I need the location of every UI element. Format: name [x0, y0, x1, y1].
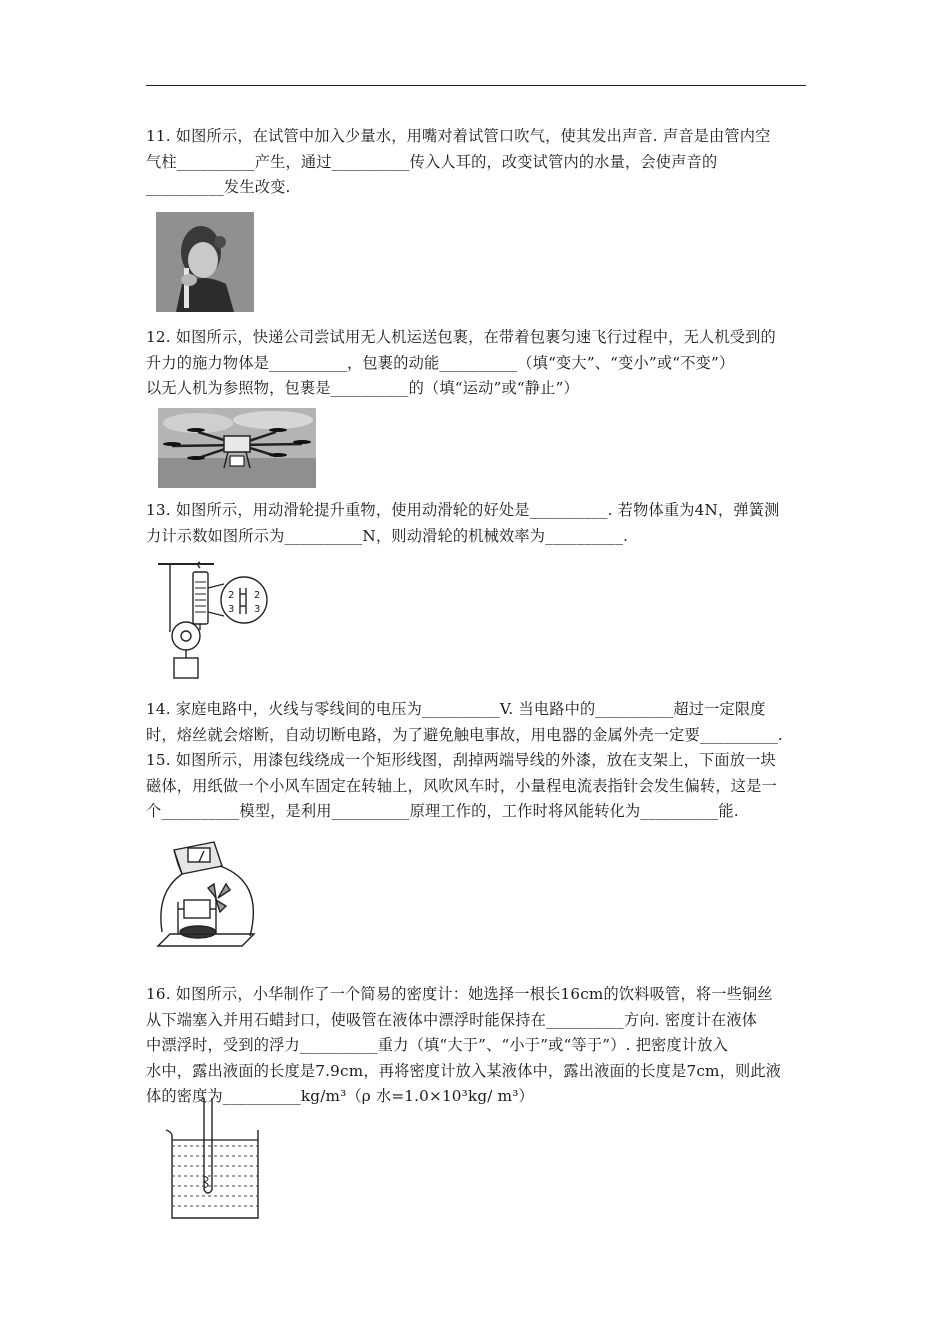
question-line: 12. 如图所示，快递公司尝试用无人机运送包裹，在带着包裹匀速飞行过程中，无人机受到的 — [146, 328, 776, 346]
question-line: 时，熔丝就会熔断，自动切断电路，为了避免触电事故，用电器的金属外壳一定要__________. — [146, 725, 783, 744]
scale-label: 3 — [254, 604, 261, 615]
scale-label: 3 — [228, 604, 235, 615]
question-line: 16. 如图所示，小华制作了一个简易的密度计：她选择一根长16cm的饮料吸管，将一些铜丝 — [146, 985, 773, 1003]
question-line: 磁体，用纸做一个小风车固定在转轴上，风吹风车时，小量程电流表指针会发生偏转，这是一 — [146, 776, 777, 795]
header-rule — [146, 85, 806, 86]
question-line: 以无人机为参照物，包裹是__________的（填“运动”或“静止”） — [146, 379, 579, 397]
question-16 — [146, 982, 810, 1110]
pulley-spring-scale-diagram — [156, 558, 276, 682]
question-13 — [146, 498, 810, 549]
question-line: 从下端塞入并用石蜡封口，使吸管在液体中漂浮时能保持在__________方向. 密度计在液体 — [146, 1010, 758, 1029]
drone-with-package-photo — [158, 408, 316, 488]
question-line: 个__________模型，是利用__________原理工作的，工作时将风能转化为__________能. — [146, 802, 739, 820]
question-line: 15. 如图所示，用漆包线绕成一个矩形线图，刮掉两端导线的外漆，放在支架上，下面放一块 — [146, 751, 776, 769]
scale-label: 2 — [254, 590, 261, 601]
question-line: 力计示数如图所示为__________N，则动滑轮的机械效率为__________. — [146, 526, 629, 545]
question-line: 水中，露出液面的长度是7.9cm，再将密度计放入某液体中，露出液面的长度是7cm，则此液 — [146, 1061, 782, 1080]
question-line: 13. 如图所示，用动滑轮提升重物，使用动滑轮的好处是__________. 若物体重为4N，弹簧测 — [146, 501, 780, 519]
question-11 — [146, 124, 810, 201]
question-line: __________发生改变. — [146, 178, 291, 196]
question-line: 升力的施力物体是__________，包裹的动能__________（填“变大”、“变小”或“不变”） — [146, 353, 735, 372]
question-14 — [146, 697, 810, 748]
question-line: 中漂浮时，受到的浮力__________重力（填“大于”、“小于”或“等于”）. 把密度计放入 — [146, 1036, 729, 1054]
question-line: 气柱__________产生，通过__________传入人耳的，改变试管内的水量，会使声音的 — [146, 152, 718, 171]
wind-generator-ammeter-diagram — [154, 832, 266, 956]
question-15 — [146, 748, 810, 825]
child-blowing-test-tube-photo — [156, 212, 254, 312]
density-meter-beaker-diagram — [162, 1096, 266, 1220]
question-line: 11. 如图所示，在试管中加入少量水，用嘴对着试管口吹气，使其发出声音. 声音是由管内空 — [146, 127, 771, 145]
question-line: 体的密度为__________kg/m³（ρ 水=1.0×10³kg/ m³） — [146, 1087, 534, 1105]
question-line: 14. 家庭电路中，火线与零线间的电压为__________V. 当电路中的__________超过一定限度 — [146, 700, 766, 718]
scale-label: 2 — [228, 590, 235, 601]
question-12 — [146, 325, 810, 402]
